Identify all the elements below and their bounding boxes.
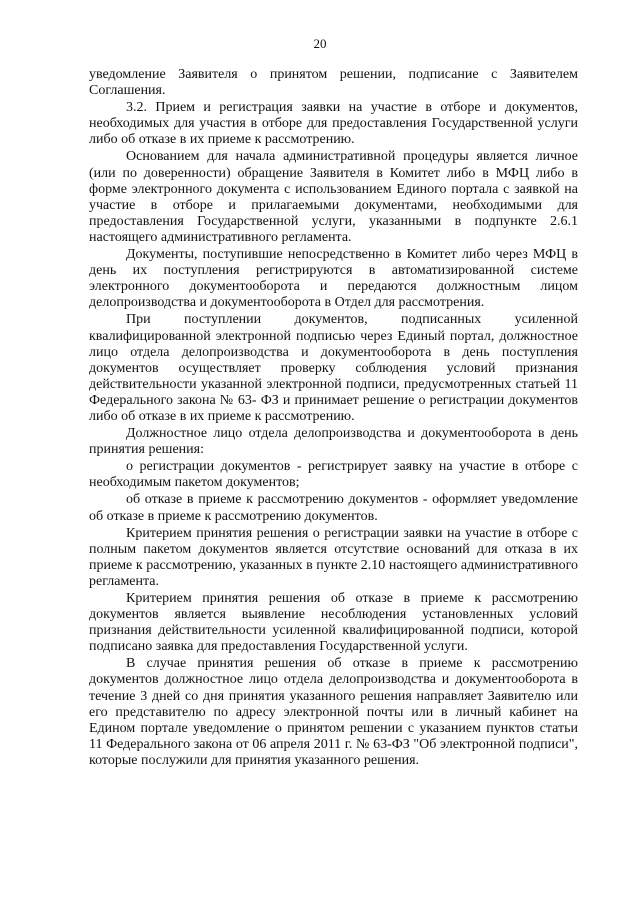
document-body bbox=[89, 67, 578, 769]
paragraph-7: о регистрации документов - регистрирует заявку на участие в отборе с необходимым пакетом документов; bbox=[89, 459, 578, 491]
paragraph-5: При поступлении документов, подписанных усиленной квалифицированной электронной подписью через Единый портал, должностное лицо отдела делопроизводства и документооборота в день поступления документов осуществляет проверку соблюдения условий признания действительности указанной электронной подписи, предусмотренных статьей 11 Федерального закона № 63- ФЗ и принимает решение о регистрации документов либо об отказе в их приеме к рассмотрению. bbox=[89, 312, 578, 424]
page-number: 20 bbox=[313, 36, 327, 51]
paragraph-2: 3.2. Прием и регистрация заявки на участие в отборе и документов, необходимых для участия в отборе для предоставления Государственной услуги либо об отказе в их приеме к рассмотрению. bbox=[89, 100, 578, 148]
paragraph-8: об отказе в приеме к рассмотрению документов - оформляет уведомление об отказе в приеме к рассмотрению документов. bbox=[89, 492, 578, 524]
paragraph-10: Критерием принятия решения об отказе в приеме к рассмотрению документов является выявление несоблюдения установленных условий признания действительности усиленной квалифицированной подписи, которой подписано заявка для предоставления Государственной услуги. bbox=[89, 591, 578, 655]
paragraph-1: уведомление Заявителя о принятом решении, подписание с Заявителем Соглашения. bbox=[89, 67, 578, 99]
paragraph-9: Критерием принятия решения о регистрации заявки на участие в отборе с полным пакетом документов является отсутствие оснований для отказа в их приеме к рассмотрению, указанных в пункте 2.10 настоящего административного регламента. bbox=[89, 525, 578, 589]
paragraph-3: Основанием для начала административной процедуры является личное (или по доверенности) обращение Заявителя в Комитет либо в МФЦ либо в форме электронного документа с использованием Единого портала с заявкой на участие в отборе и прилагаемыми документами, необходимыми для предоставления Государственной услуги, указанными в подпункте 2.6.1 настоящего административного регламента. bbox=[89, 149, 578, 245]
paragraph-11: В случае принятия решения об отказе в приеме к рассмотрению документов должностное лицо отдела делопроизводства и документооборота в течение 3 дней со дня принятия указанного решения направляет Заявителю или его представителю по адресу электронной почты или в личный кабинет на Едином портале уведомление о принятом решении с указанием пунктов статьи 11 Федерального закона от 06 апреля 2011 г. № 63-ФЗ "Об электронной подписи", которые послужили для принятия указанного решения. bbox=[89, 656, 578, 768]
paragraph-4: Документы, поступившие непосредственно в Комитет либо через МФЦ в день их поступления регистрируются в автоматизированной системе электронного документооборота и передаются должностным лицом делопроизводства и документооборота в Отдел для рассмотрения. bbox=[89, 247, 578, 311]
paragraph-6: Должностное лицо отдела делопроизводства и документооборота в день принятия решения: bbox=[89, 426, 578, 458]
